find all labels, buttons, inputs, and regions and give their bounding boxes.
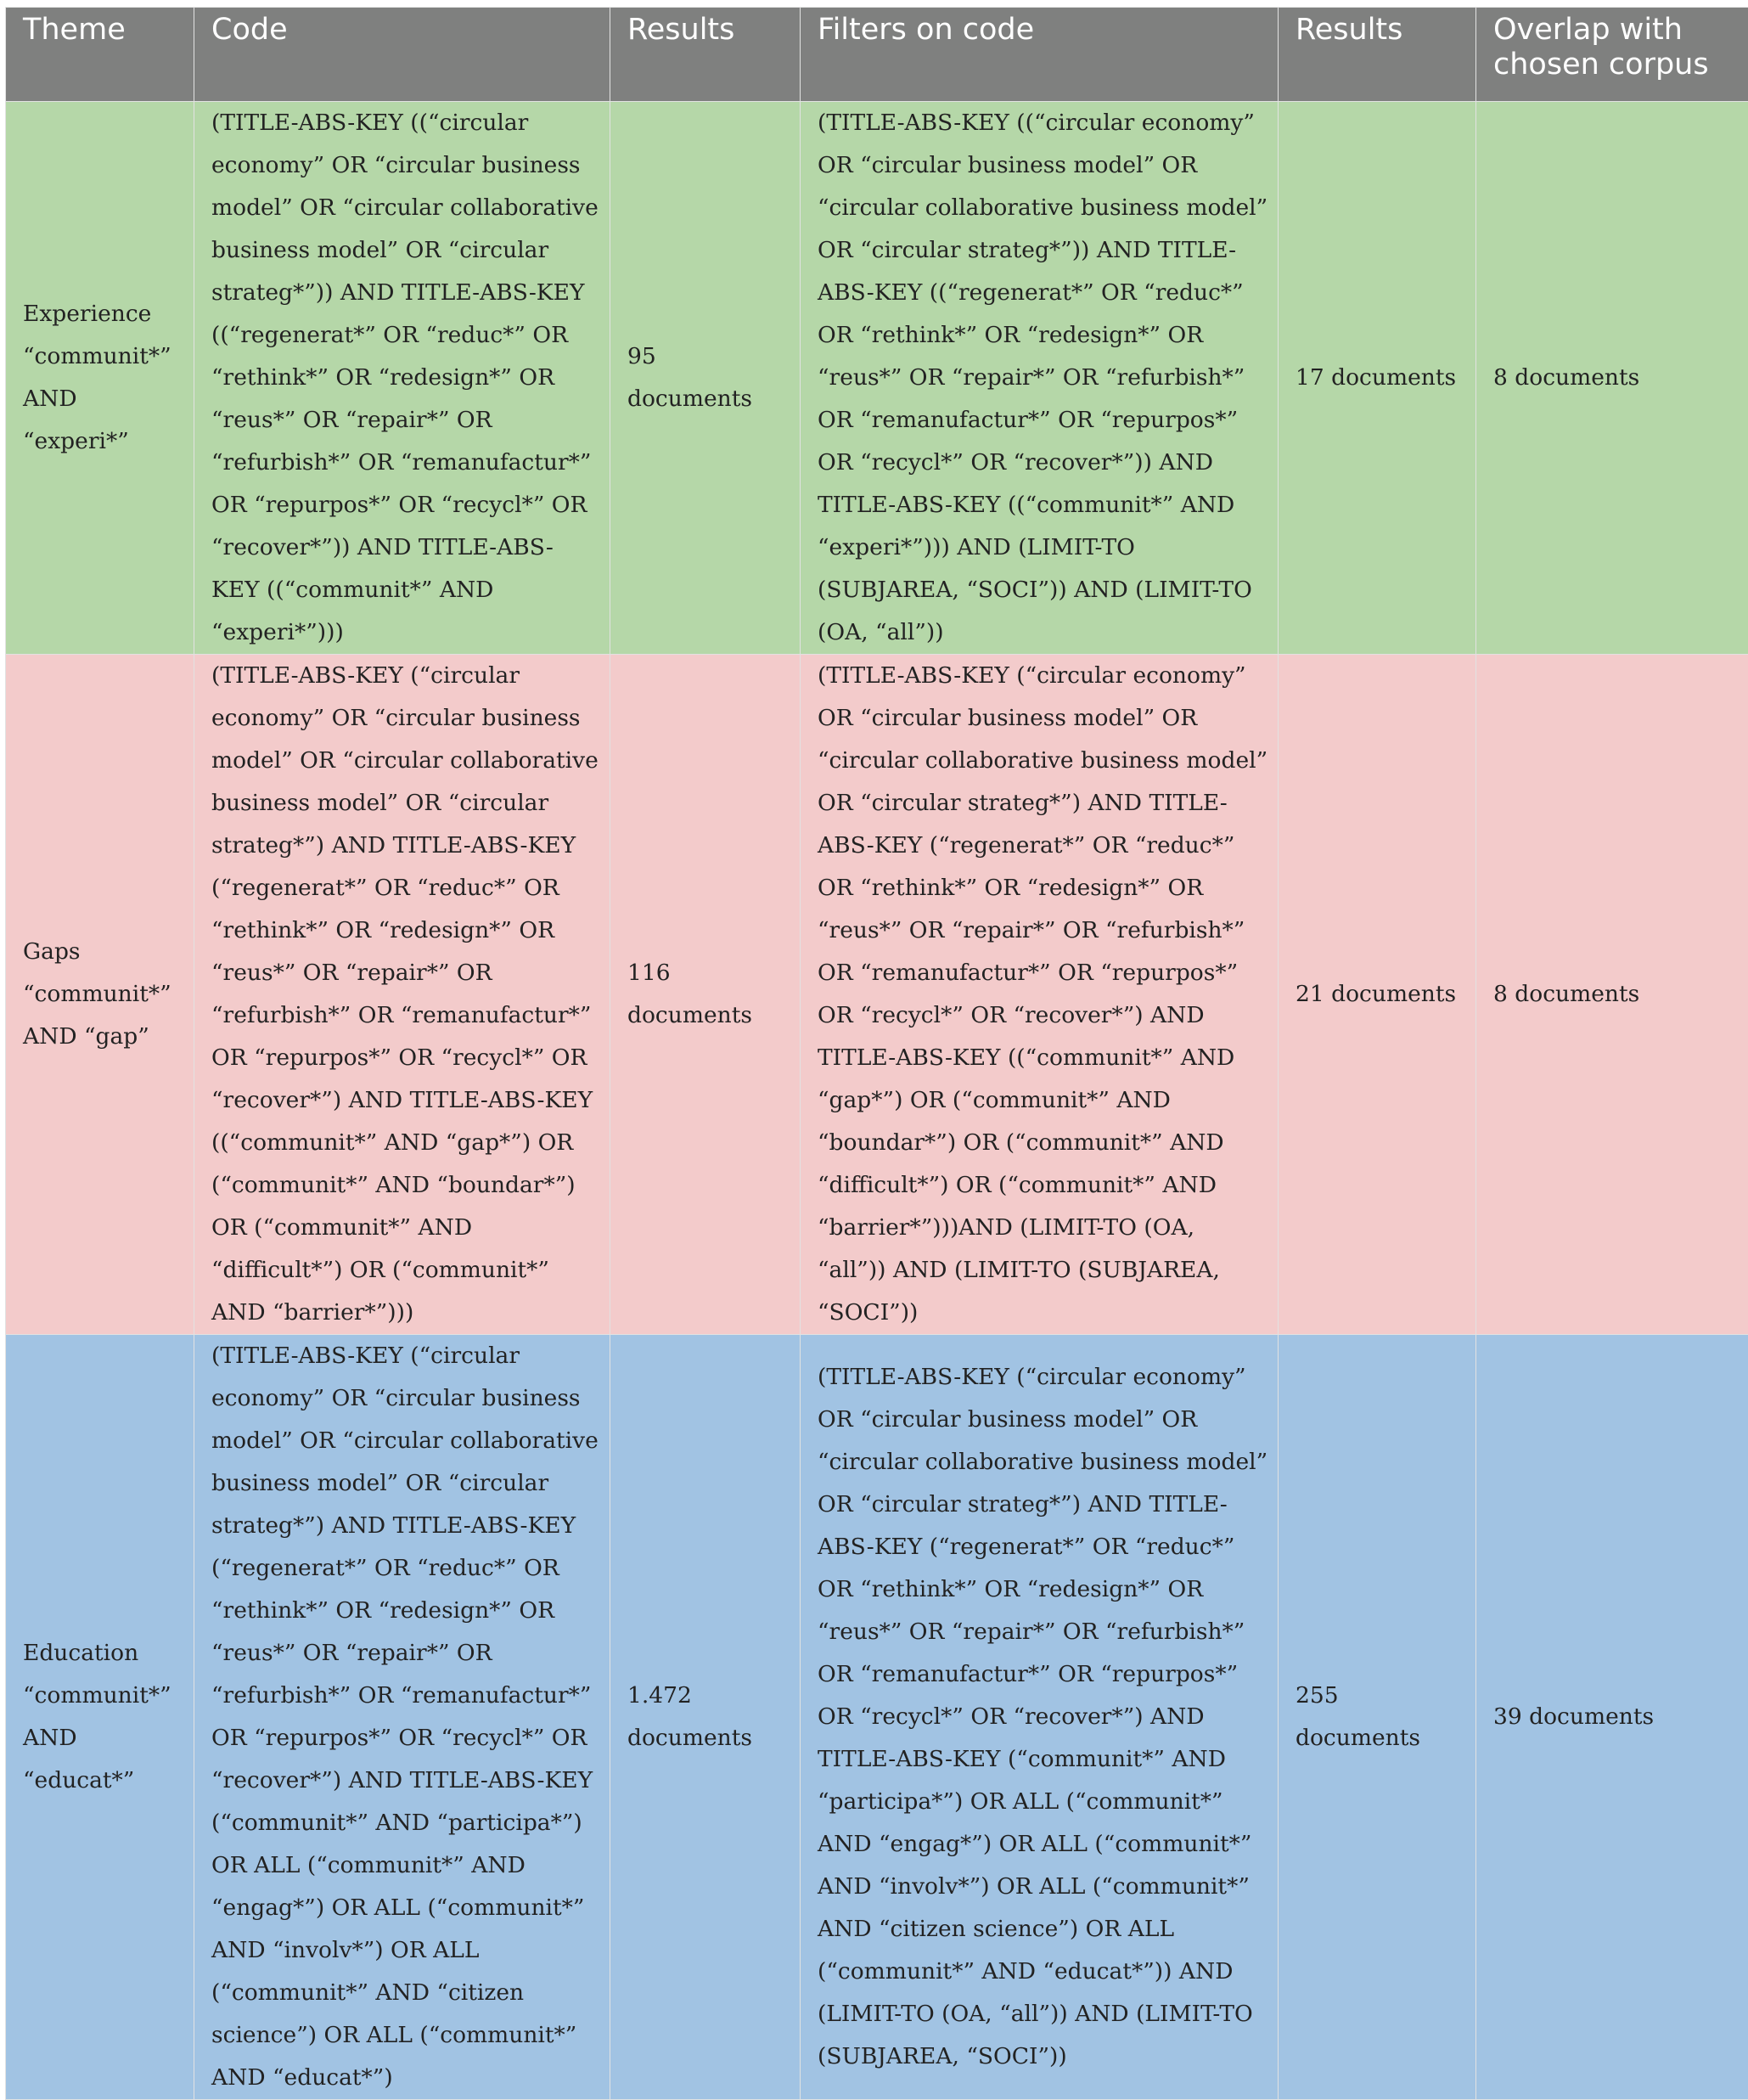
code-cell: (TITLE-ABS-KEY (“circular economy” OR “circular business model” OR “circular collaborative business model” OR “circular strateg*”) AND TITLE-ABS-KEY (“regenerat*” OR “reduc*” OR “rethink*” OR “redesign*” OR “reus*” OR “repair*” OR “refurbish*” OR “remanufactur*” OR “repurpos*” OR “recycl*” OR “recover*”) AND TITLE-ABS-KEY (“communit*” AND “participa*”) OR ALL (“communit*” AND “engag*”) OR ALL (“communit*” AND “involv*”) OR ALL (“communit*” AND “citizen science”) OR ALL (“communit*” AND “educat*”) [194,1335,610,2100]
table-row-gaps [6,655,1748,1335]
results-cell: 116 documents [610,655,801,1335]
filtered-results-cell: 21 documents [1279,655,1476,1335]
header-row [6,8,1748,102]
theme-cell: Experience “communit*” AND “experi*” [6,102,194,655]
filters-cell: (TITLE-ABS-KEY (“circular economy” OR “circular business model” OR “circular collaborative business model” OR “circular strateg*”) AND TITLE-ABS-KEY (“regenerat*” OR “reduc*” OR “rethink*” OR “redesign*” OR “reus*” OR “repair*” OR “refurbish*” OR “remanufactur*” OR “repurpos*” OR “recycl*” OR “recover*”) AND TITLE-ABS-KEY ((“communit*” AND “gap*”) OR (“communit*” AND “boundar*”) OR (“communit*” AND “difficult*”) OR (“communit*” AND “barrier*”)))AND (LIMIT-TO (OA, “all”)) AND (LIMIT-TO (SUBJAREA, “SOCI”)) [801,655,1279,1335]
header-filtered-results: Results [1279,8,1476,102]
theme-cell: Gaps “communit*” AND “gap” [6,655,194,1335]
code-cell: (TITLE-ABS-KEY ((“circular economy” OR “circular business model” OR “circular collaborative business model” OR “circular strateg*”)) AND TITLE-ABS-KEY ((“regenerat*” OR “reduc*” OR “rethink*” OR “redesign*” OR “reus*” OR “repair*” OR “refurbish*” OR “remanufactur*” OR “repurpos*” OR “recycl*” OR “recover*”)) AND TITLE-ABS-KEY ((“communit*” AND “experi*”))) [194,102,610,655]
theme-cell: Education “communit*” AND “educat*” [6,1335,194,2100]
table-row-experience [6,102,1748,655]
filtered-results-cell: 17 documents [1279,102,1476,655]
overlap-cell: 8 documents [1476,102,1748,655]
filters-cell: (TITLE-ABS-KEY ((“circular economy” OR “circular business model” OR “circular collaborative business model” OR “circular strateg*”)) AND TITLE-ABS-KEY ((“regenerat*” OR “reduc*” OR “rethink*” OR “redesign*” OR “reus*” OR “repair*” OR “refurbish*” OR “remanufactur*” OR “repurpos*” OR “recycl*” OR “recover*”)) AND TITLE-ABS-KEY ((“communit*” AND “experi*”))) AND (LIMIT-TO (SUBJAREA, “SOCI”)) AND (LIMIT-TO (OA, “all”)) [801,102,1279,655]
table-row-education [6,1335,1748,2100]
overlap-cell: 8 documents [1476,655,1748,1335]
code-cell: (TITLE-ABS-KEY (“circular economy” OR “circular business model” OR “circular collaborative business model” OR “circular strateg*”) AND TITLE-ABS-KEY (“regenerat*” OR “reduc*” OR “rethink*” OR “redesign*” OR “reus*” OR “repair*” OR “refurbish*” OR “remanufactur*” OR “repurpos*” OR “recycl*” OR “recover*”) AND TITLE-ABS-KEY ((“communit*” AND “gap*”) OR (“communit*” AND “boundar*”) OR (“communit*” AND “difficult*”) OR (“communit*” AND “barrier*”))) [194,655,610,1335]
search-strings-table [5,7,1748,2100]
filters-cell: (TITLE-ABS-KEY (“circular economy” OR “circular business model” OR “circular collaborative business model” OR “circular strateg*”) AND TITLE-ABS-KEY (“regenerat*” OR “reduc*” OR “rethink*” OR “redesign*” OR “reus*” OR “repair*” OR “refurbish*” OR “remanufactur*” OR “repurpos*” OR “recycl*” OR “recover*”) AND TITLE-ABS-KEY (“communit*” AND “participa*”) OR ALL (“communit*” AND “engag*”) OR ALL (“communit*” AND “involv*”) OR ALL (“communit*” AND “citizen science”) OR ALL (“communit*” AND “educat*”)) AND (LIMIT-TO (OA, “all”)) AND (LIMIT-TO (SUBJAREA, “SOCI”)) [801,1335,1279,2100]
results-cell: 95 documents [610,102,801,655]
header-results: Results [610,8,801,102]
overlap-cell: 39 documents [1476,1335,1748,2100]
results-cell: 1.472 documents [610,1335,801,2100]
header-overlap: Overlap with chosen corpus [1476,8,1748,102]
header-filters-on-code: Filters on code [801,8,1279,102]
header-theme: Theme [6,8,194,102]
header-code: Code [194,8,610,102]
filtered-results-cell: 255 documents [1279,1335,1476,2100]
